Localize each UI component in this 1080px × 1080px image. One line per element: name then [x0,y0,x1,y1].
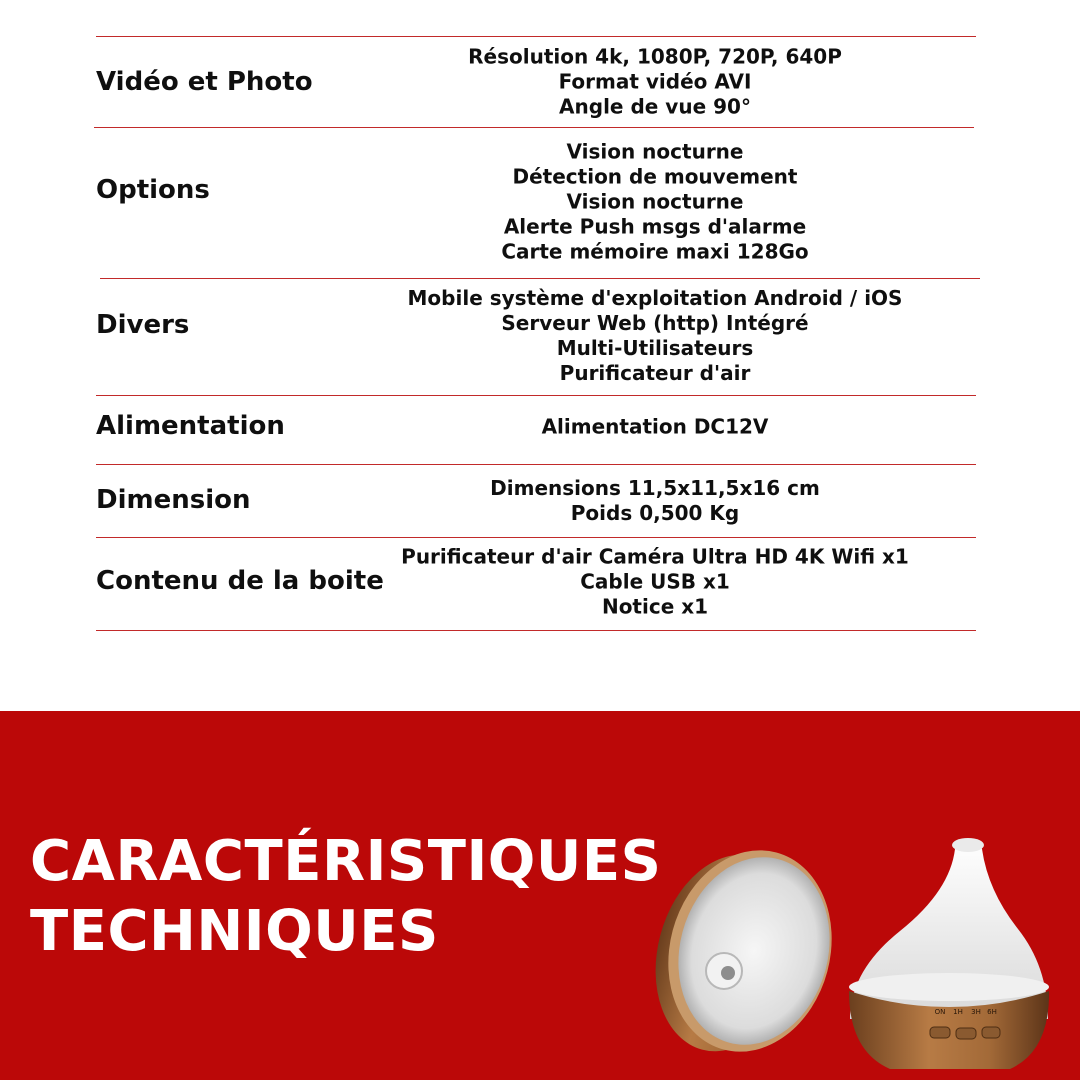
spec-value: Angle de vue 90° [559,94,751,119]
spec-value: Purificateur d'air Caméra Ultra HD 4K Wifi x1 [401,544,909,569]
spec-value: Dimensions 11,5x11,5x16 cm [490,476,820,500]
spec-value: Résolution 4k, 1080P, 720P, 640P [468,44,842,69]
banner-title-line2: TECHNIQUES [30,899,439,964]
spec-label-video: Vidéo et Photo [96,67,313,97]
spec-value: Serveur Web (http) Intégré [501,311,809,335]
row-divider [96,630,976,631]
row-divider [96,464,976,465]
row-divider [94,127,974,128]
spec-value: Détection de mouvement [512,164,798,189]
spec-values-options [340,140,970,265]
spec-label-contenu: Contenu de la boite [96,566,384,596]
spec-value: Format vidéo AVI [558,69,752,94]
diffuser-button-label: 3H [971,1008,981,1016]
spec-values-contenu [340,545,970,620]
spec-values-divers [340,286,970,386]
spec-label-alimentation: Alimentation [96,411,285,441]
spec-label-dimension: Dimension [96,485,251,515]
spec-value: Poids 0,500 Kg [570,501,740,525]
diffuser-button-label: 1H [953,1008,963,1016]
spec-values-video [340,45,970,120]
row-divider [96,36,976,37]
banner-title [30,827,661,967]
title-banner [0,711,1080,1080]
spec-value: Carte mémoire maxi 128Go [501,239,809,264]
spec-value: Mobile système d'exploitation Android / iOS [407,286,903,310]
spec-value: Multi-Utilisateurs [556,336,754,360]
row-divider [96,537,976,538]
spec-value: Alerte Push msgs d'alarme [503,214,807,239]
spec-values-alimentation [340,415,970,440]
spec-value: Purificateur d'air [559,361,751,385]
spec-value: Alimentation DC12V [541,414,769,439]
diffuser-button-label: ON [934,1008,946,1016]
banner-title-line1: CARACTÉRISTIQUES [30,829,662,894]
spec-label-options: Options [96,175,210,205]
diffuser-photo-icon [650,821,1080,1080]
spec-value: Notice x1 [601,594,709,619]
row-divider [100,278,980,279]
diffuser-button-label: 6H [987,1008,997,1016]
spec-label-divers: Divers [96,310,190,340]
spec-value: Vision nocturne [566,189,744,214]
row-divider [96,395,976,396]
spec-value: Vision nocturne [566,139,744,164]
spec-values-dimension [340,476,970,526]
spec-value: Cable USB x1 [580,569,730,594]
